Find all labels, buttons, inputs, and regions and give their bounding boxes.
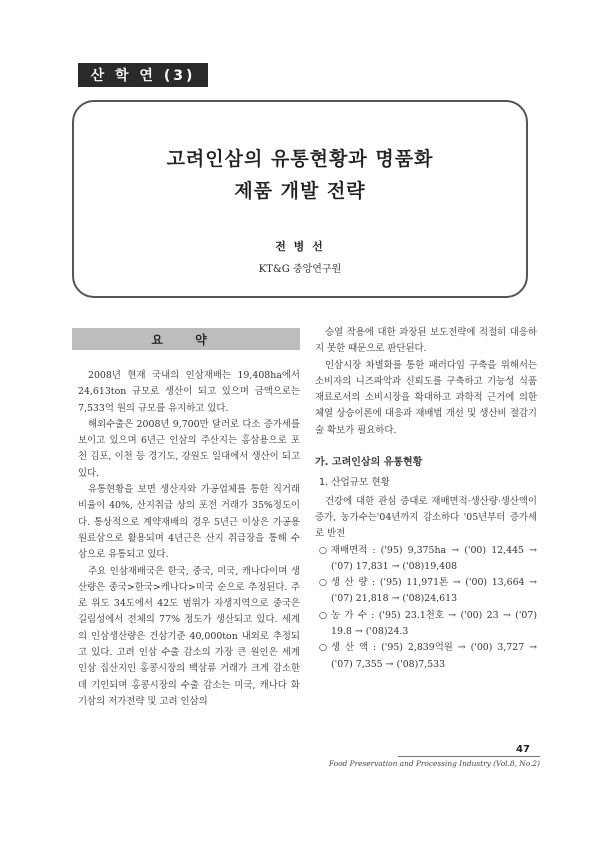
title-line-1: 고려인삼의 유통현황과 명품화 xyxy=(166,148,434,170)
summary-paragraph: 주요 인삼재배국은 한국, 중국, 미국, 캐나다이며 생산량은 중국>한국>캐나다>미국 순으로 추정된다. 주로 위도 34도에서 42도 범위가 자생지역으로 중국은 길림성에서 전체의 77% 정도가 생산되고 있다. 세계의 인삼생산량은 건삼기준 40,000ton 내외로 추정되고 있다. 고려 인삼 수출 감소의 가장 큰 원인은 세계 인삼 집산지인 홍콩시장의 백삼류 거래가 크게 감소한데 기인되며 홍콩시장의 수출 감소는 미국, 캐나다 화기삼의 저가전략 및 고려 인삼의 xyxy=(78,565,300,707)
stat-bullet xyxy=(315,575,537,608)
journal-name: Food Preservation and Processing Industry (Vol.8, No.2) xyxy=(328,759,540,768)
series-tab: 산 학 연 (3) xyxy=(78,63,208,87)
section-heading: 가. 고려인삼의 유통현황 xyxy=(315,457,423,469)
summary-paragraph: 유통현황을 보면 생산자와 가공업체를 통한 직거래 비율이 40%, 산지취급 상의 포전 거래가 35%정도이다. 통상적으로 계약재배의 경우 5년근 이상은 가공용 원료삼으로 활용되며 4년근은 산지 취급장을 통해 수삼으로 유통되고 있다. xyxy=(78,484,300,561)
bullet-mark: ○ xyxy=(318,544,328,556)
right-column xyxy=(315,325,537,673)
body-paragraph: 승열 작용에 대한 과장된 보도전략에 적절히 대응하지 못한 때문으로 판단된다. xyxy=(315,327,537,355)
page-number: 47 xyxy=(516,744,530,755)
stat-bullet xyxy=(315,543,537,576)
bullet-mark: ○ xyxy=(318,642,328,654)
stat-bullet xyxy=(315,608,537,641)
bullet-mark: ○ xyxy=(318,609,328,621)
body-paragraph: 건강에 대한 관심 증대로 재배면적·생산량·생산액이 증가, 농가수는'04년까지 감소하다 '05년부터 증가세로 반전 xyxy=(315,495,537,540)
summary-paragraph: 해외수출은 2008년 9,700만 달러로 다소 증가세를 보이고 있으며 6년근 인삼의 주산지는 홍삼용으로 포천 김포, 이천 등 경기도, 강원도 일대에서 생산이 되고 있다. xyxy=(78,418,300,479)
bullet-mark: ○ xyxy=(318,577,328,589)
body-paragraph: 인삼시장 차별화를 통한 패러다임 구축을 위해서는 소비자의 니즈파악과 신뢰도를 구축하고 기능성 식품재료로서의 소비시장을 확대하고 과학적 근거에 의한 체열 상승이론에 대응과 재배법 개선 및 생산비 절감기술 확보가 필요하다. xyxy=(315,359,537,436)
bullet-text: 재배면적 : ('95) 9,375ha → ('00) 12,445 → ('07) 17,831 → ('08)19,408 xyxy=(331,544,537,572)
title-box xyxy=(72,100,528,298)
affiliation: KT&G 중앙연구원 xyxy=(258,264,342,275)
subsection-heading: 1. 산업규모 현황 xyxy=(319,477,390,489)
author: 전 병 선 xyxy=(275,240,325,253)
bullet-text: 생 산 액 : ('95) 2,839억원 → ('00) 3,727 → ('07) 7,355 → ('08)7,533 xyxy=(331,642,537,670)
bullet-text: 농 가 수 : ('95) 23.1천호 → ('00) 23 → ('07) 19.8 → ('08)24.3 xyxy=(331,609,537,638)
title-line-2: 제품 개발 전략 xyxy=(234,180,366,202)
left-column xyxy=(78,368,300,710)
footer-divider xyxy=(398,756,540,757)
summary-heading: 요 약 xyxy=(72,328,300,350)
summary-paragraph: 2008년 현재 국내의 인삼재배는 19,408ha에서 24,613ton 규모로 생산이 되고 있으며 금액으로는 7,533억 원의 규모를 유지하고 있다. xyxy=(78,370,300,414)
stat-bullet xyxy=(315,640,537,673)
bullet-text: 생 산 량 : ('95) 11,971톤 → ('00) 13,664 → ('07) 21,818 → ('08)24,613 xyxy=(331,577,537,605)
